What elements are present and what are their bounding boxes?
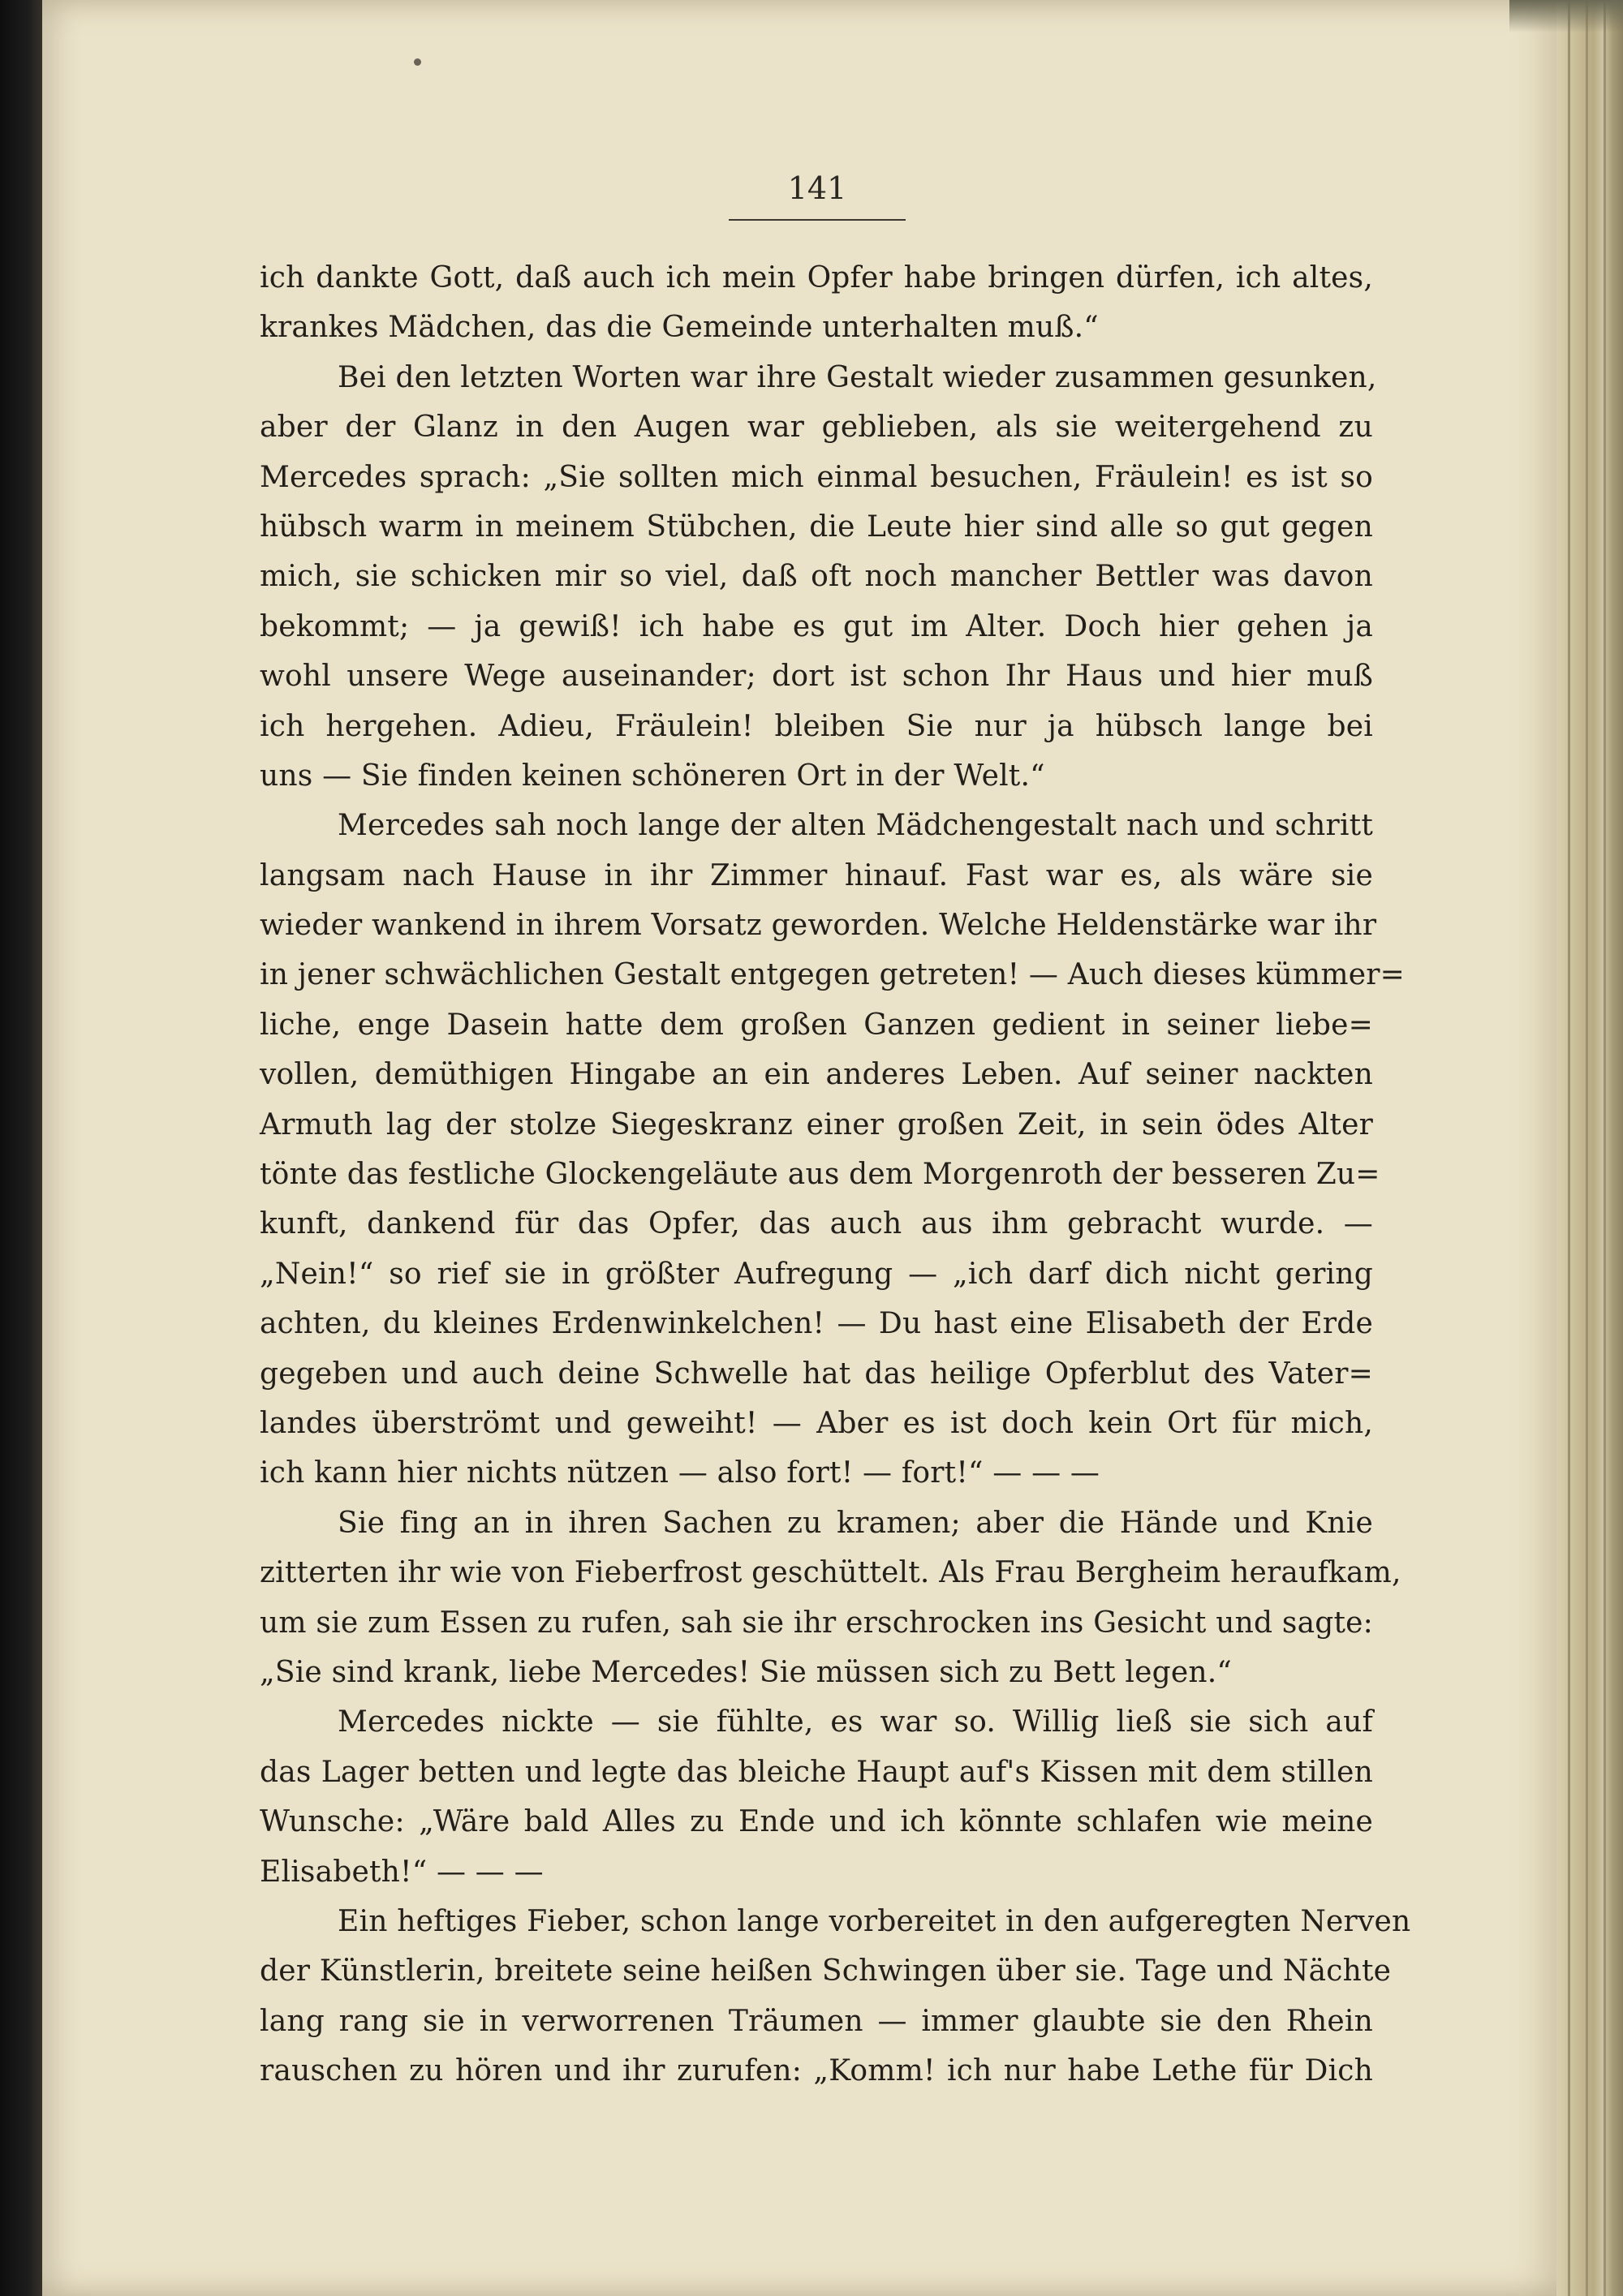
text-line: Elisabeth!“ — — — <box>260 1855 544 1889</box>
text-line: mich, sie schicken mir so viel, daß oft noch mancher Bettler was davon <box>260 560 1373 594</box>
ink-dot <box>414 58 421 66</box>
text-line: das Lager betten und legte das bleiche Haupt auf's Kissen mit dem stillen <box>260 1755 1373 1789</box>
text-line: aber der Glanz in den Augen war geblieben, als sie weitergehend zu <box>260 411 1373 445</box>
text-line: wohl unsere Wege auseinander; dort ist schon Ihr Haus und hier muß <box>260 660 1373 694</box>
text-line: Mercedes sah noch lange der alten Mädchengestalt nach und schritt <box>338 809 1373 843</box>
text-line: landes überströmt und geweiht! — Aber es ist doch kein Ort für mich, <box>260 1406 1373 1440</box>
text-line: Armuth lag der stolze Siegeskranz einer großen Zeit, in sein ödes Alter <box>260 1107 1373 1142</box>
text-line: rauschen zu hören und ihr zurufen: „Komm! ich nur habe Lethe für Dich <box>260 2054 1373 2088</box>
text-line: „Sie sind krank, liebe Mercedes! Sie müssen sich zu Bett legen.“ <box>260 1655 1232 1689</box>
text-line: „Nein!“ so rief sie in größter Aufregung — „ich darf dich nicht gering <box>260 1257 1373 1291</box>
text-line: ich hergehen. Adieu, Fräulein! bleiben Sie nur ja hübsch lange bei <box>260 709 1373 743</box>
text-line: der Künstlerin, breitete seine heißen Schwingen über sie. Tage und Nächte <box>260 1954 1392 1989</box>
text-line: lang rang sie in verworrenen Träumen — immer glaubte sie den Rhein <box>260 2004 1373 2038</box>
body-text <box>260 253 1411 2096</box>
text-line: ich dankte Gott, daß auch ich mein Opfer habe bringen dürfen, ich altes, <box>260 261 1373 295</box>
text-line: gegeben und auch deine Schwelle hat das heilige Opferblut des Vater= <box>260 1357 1373 1391</box>
text-line: bekommt; — ja gewiß! ich habe es gut im Alter. Doch hier gehen ja <box>260 609 1373 643</box>
text-line: krankes Mädchen, das die Gemeinde unterhalten muß.“ <box>260 311 1099 345</box>
text-line: langsam nach Hause in ihr Zimmer hinauf. Fast war es, als wäre sie <box>260 858 1373 892</box>
text-line: Ein heftiges Fieber, schon lange vorbereitet in den aufgeregten Nerven <box>338 1904 1411 1938</box>
text-line: vollen, demüthigen Hingabe an ein anderes Leben. Auf seiner nackten <box>260 1058 1373 1092</box>
text-line: kunft, dankend für das Opfer, das auch aus ihm gebracht wurde. — <box>260 1207 1373 1241</box>
text-line: ich kann hier nichts nützen — also fort! — fort!“ — — — <box>260 1456 1100 1490</box>
text-line: Wunsche: „Wäre bald Alles zu Ende und ich könnte schlafen wie meine <box>260 1805 1373 1839</box>
page-number: 141 <box>787 170 847 206</box>
book-binding-edge <box>0 0 45 2296</box>
text-line: in jener schwächlichen Gestalt entgegen getreten! — Auch dieses kümmer= <box>260 958 1406 992</box>
text-line: Mercedes nickte — sie fühlte, es war so. Willig ließ sie sich auf <box>338 1705 1373 1739</box>
text-line: achten, du kleines Erdenwinkelchen! — Du hast eine Elisabeth der Erde <box>260 1307 1373 1341</box>
text-line: Bei den letzten Worten war ihre Gestalt wieder zusammen gesunken, <box>338 360 1377 394</box>
text-line: hübsch warm in meinem Stübchen, die Leute hier sind alle so gut gegen <box>260 510 1373 544</box>
corner-stain <box>1509 0 1623 32</box>
text-line: um sie zum Essen zu rufen, sah sie ihr erschrocken ins Gesicht und sagte: <box>260 1606 1373 1640</box>
book-page <box>42 0 1568 2296</box>
text-line: tönte das festliche Glockengeläute aus dem Morgenroth der besseren Zu= <box>260 1158 1380 1192</box>
page-number-rule <box>729 219 906 221</box>
text-line: zitterten ihr wie von Fieberfrost geschüttelt. Als Frau Bergheim heraufkam, <box>260 1556 1401 1590</box>
page-stack-edge <box>1556 0 1623 2296</box>
text-line: Mercedes sprach: „Sie sollten mich einmal besuchen, Fräulein! es ist so <box>260 460 1373 494</box>
text-line: uns — Sie finden keinen schöneren Ort in der Welt.“ <box>260 759 1045 793</box>
text-line: Sie fing an in ihren Sachen zu kramen; aber die Hände und Knie <box>338 1506 1373 1540</box>
text-line: wieder wankend in ihrem Vorsatz geworden. Welche Heldenstärke war ihr <box>260 909 1377 943</box>
text-line: liche, enge Dasein hatte dem großen Ganzen gedient in seiner liebe= <box>260 1008 1373 1042</box>
